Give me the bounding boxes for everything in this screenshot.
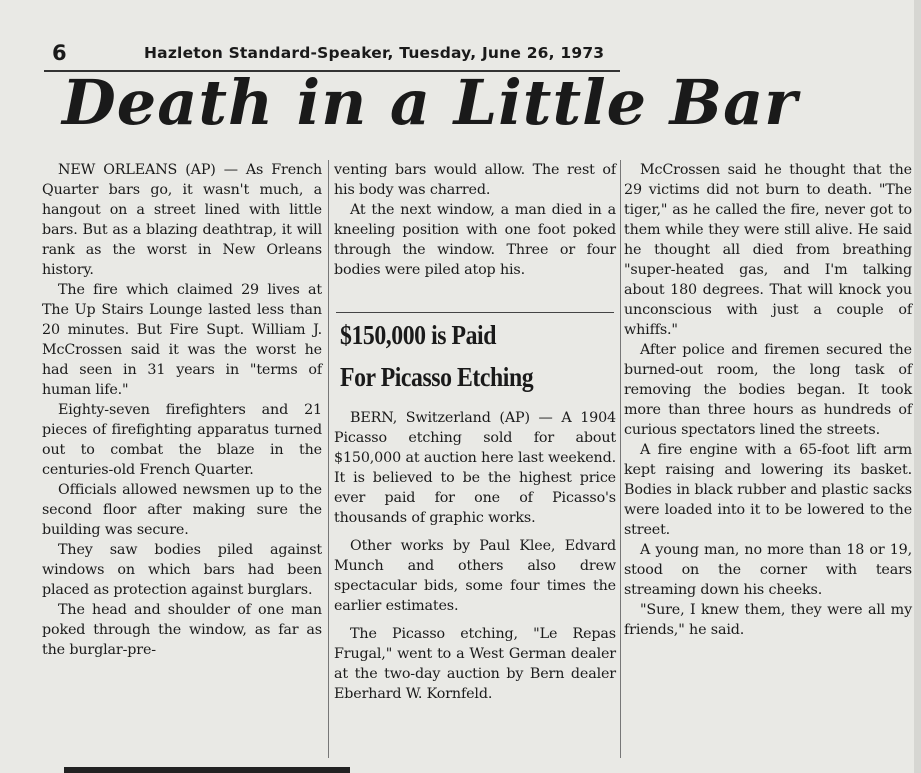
paragraph: BERN, Switzerland (AP) — A 1904 Picasso etching sold for about $150,000 at auction here last weekend. It is believed to be the highest price ever paid for one of Picasso's thousands of graphic works. (334, 410, 616, 526)
column-divider (328, 160, 329, 758)
paragraph: venting bars would allow. The rest of his body was charred. (334, 162, 616, 198)
column-divider (620, 160, 621, 758)
paragraph: NEW ORLEANS (AP) — As French Quarter bars go, it wasn't much, a hangout on a street lined with little bars. But as a blazing deathtrap, it will rank as the worst in New Orleans history. (42, 162, 322, 278)
paragraph: A fire engine with a 65-foot lift arm kept raising and lowering its basket. Bodies in black rubber and plastic sacks were loaded into it to be lowered to the street. (624, 442, 912, 538)
paragraph: "Sure, I knew them, they were all my friends," he said. (624, 602, 912, 638)
paragraph: The fire which claimed 29 lives at The Up Stairs Lounge lasted less than 20 minutes. But Fire Supt. William J. McCrossen said it was the worst he had seen in 31 years in "terms of human life." (42, 282, 322, 398)
page-number: 6 (52, 41, 67, 65)
paragraph: Officials allowed newsmen up to the second floor after making sure the building was secure. (42, 482, 322, 538)
picasso-story (334, 408, 616, 704)
main-headline: Death in a Little Bar (62, 66, 798, 139)
picasso-headline-line-1: $150,000 is Paid (340, 320, 497, 350)
paragraph: At the next window, a man died in a kneeling position with one foot poked through the window. Three or four bodies were piled atop his. (334, 202, 616, 278)
paragraph: A young man, no more than 18 or 19, stood on the corner with tears streaming down his cheeks. (624, 542, 912, 598)
picasso-headline-line-2: For Picasso Etching (340, 362, 534, 392)
paragraph: The head and shoulder of one man poked through the window, as far as the burglar-pre- (42, 602, 322, 658)
paragraph: The Picasso etching, "Le Repas Frugal," went to a West German dealer at the two-day auction by Bern dealer Eberhard W. Kornfeld. (334, 626, 616, 702)
story-column-1 (42, 160, 322, 660)
paragraph: They saw bodies piled against windows on which bars had been placed as protection against burglars. (42, 542, 322, 598)
section-rule (336, 312, 614, 313)
newspaper-dateline: Hazleton Standard-Speaker, Tuesday, June 26, 1973 (144, 44, 605, 62)
bottom-rule (64, 767, 350, 773)
story-column-2-top (334, 160, 616, 280)
story-column-3 (624, 160, 912, 640)
page-edge (914, 0, 921, 773)
paragraph: McCrossen said he thought that the 29 victims did not burn to death. "The tiger," as he called the fire, never got to them while they were still alive. He said he thought all died from breathing "super-heated gas, and I'm talking about 180 degrees. That will knock you unconscious with just a couple of whiffs." (624, 162, 912, 338)
paragraph: After police and firemen secured the burned-out room, the long task of removing the bodies began. It took more than three hours as hundreds of curious spectators lined the streets. (624, 342, 912, 438)
paragraph: Eighty-seven firefighters and 21 pieces of firefighting apparatus turned out to combat the blaze in the centuries-old French Quarter. (42, 402, 322, 478)
paragraph: Other works by Paul Klee, Edvard Munch and others also drew spectacular bids, some four times the earlier estimates. (334, 538, 616, 614)
